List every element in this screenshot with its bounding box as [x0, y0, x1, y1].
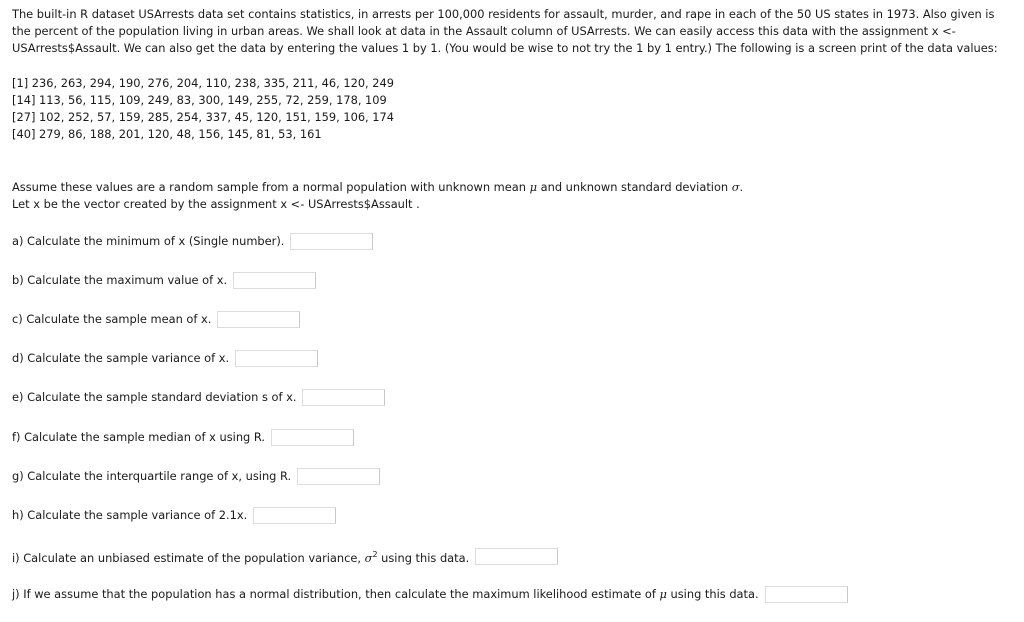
question-b-label: b) Calculate the maximum value of x.: [12, 273, 228, 287]
question-f: [12, 429, 354, 446]
mu-symbol: μ: [659, 587, 667, 601]
answer-a-input[interactable]: [290, 233, 373, 250]
question-j-label: [12, 586, 759, 603]
data-line-3: [27] 102, 252, 57, 159, 285, 254, 337, 45, 120, 151, 159, 106, 174: [12, 110, 395, 124]
question-a: [12, 233, 373, 250]
question-d: [12, 350, 318, 367]
question-h: [12, 507, 336, 524]
question-g: [12, 468, 380, 485]
question-d-label: d) Calculate the sample variance of x.: [12, 351, 230, 365]
sigma-symbol: σ: [364, 550, 373, 565]
assumption-line-2: Let x be the vector created by the assignment x <- USArrests$Assault .: [12, 197, 420, 211]
assumption-line-1: [12, 179, 1012, 196]
intro-paragraph: [12, 6, 1012, 57]
answer-b-input[interactable]: [233, 272, 316, 289]
data-line-4: [40] 279, 86, 188, 201, 120, 48, 156, 145, 81, 53, 161: [12, 127, 322, 141]
answer-c-input[interactable]: [217, 311, 300, 328]
intro-line-3: USArrests$Assault. We can also get the data by entering the values 1 by 1. (You would be wise to not try the 1 by 1 entry.) The following is a screen print of the data values:: [12, 41, 998, 55]
mu-symbol: μ: [529, 180, 537, 194]
question-c: [12, 311, 300, 328]
data-line-1: [1] 236, 263, 294, 190, 276, 204, 110, 238, 335, 211, 46, 120, 249: [12, 76, 395, 90]
question-e: [12, 389, 385, 406]
question-g-label: g) Calculate the interquartile range of x, using R.: [12, 469, 292, 483]
question-j: [12, 586, 848, 603]
question-j-text-b: using this data.: [666, 587, 759, 601]
assumption-text-c: .: [739, 180, 744, 194]
question-f-label: f) Calculate the sample median of x using R.: [12, 430, 266, 444]
answer-i-input[interactable]: [475, 548, 558, 565]
question-i-label: [12, 546, 469, 567]
answer-e-input[interactable]: [302, 389, 385, 406]
sigma-symbol: σ: [731, 180, 740, 194]
answer-h-input[interactable]: [253, 507, 336, 524]
question-e-label: e) Calculate the sample standard deviation s of x.: [12, 390, 297, 404]
answer-j-input[interactable]: [765, 586, 848, 603]
question-i-text-b: using this data.: [377, 550, 470, 565]
assumption-paragraph: [12, 179, 1012, 213]
data-screen-print: [12, 75, 394, 143]
answer-d-input[interactable]: [235, 350, 318, 367]
squared-superscript: 2: [372, 550, 378, 559]
answer-g-input[interactable]: [297, 468, 380, 485]
question-i-text-a: i) Calculate an unbiased estimate of the population variance,: [12, 550, 365, 565]
assumption-text-b: and unknown standard deviation: [537, 180, 732, 194]
question-a-label: a) Calculate the minimum of x (Single number).: [12, 234, 285, 248]
question-i: [12, 546, 558, 567]
data-line-2: [14] 113, 56, 115, 109, 249, 83, 300, 149, 255, 72, 259, 178, 109: [12, 93, 387, 107]
question-b: [12, 272, 316, 289]
assumption-text-a: Assume these values are a random sample from a normal population with unknown mean: [12, 180, 530, 194]
question-j-text-a: j) If we assume that the population has a normal distribution, then calculate the maximum likelihood estimate of: [12, 587, 660, 601]
answer-f-input[interactable]: [271, 429, 354, 446]
question-c-label: c) Calculate the sample mean of x.: [12, 312, 212, 326]
intro-line-1: The built-in R dataset USArrests data set contains statistics, in arrests per 100,000 residents for assault, murder, and rape in each of the 50 US states in 1973. Also given is: [12, 7, 995, 21]
question-h-label: h) Calculate the sample variance of 2.1x.: [12, 508, 248, 522]
intro-line-2: the percent of the population living in urban areas. We shall look at data in the Assault column of USArrests. We can easily access this data with the assignment x <-: [12, 24, 956, 38]
